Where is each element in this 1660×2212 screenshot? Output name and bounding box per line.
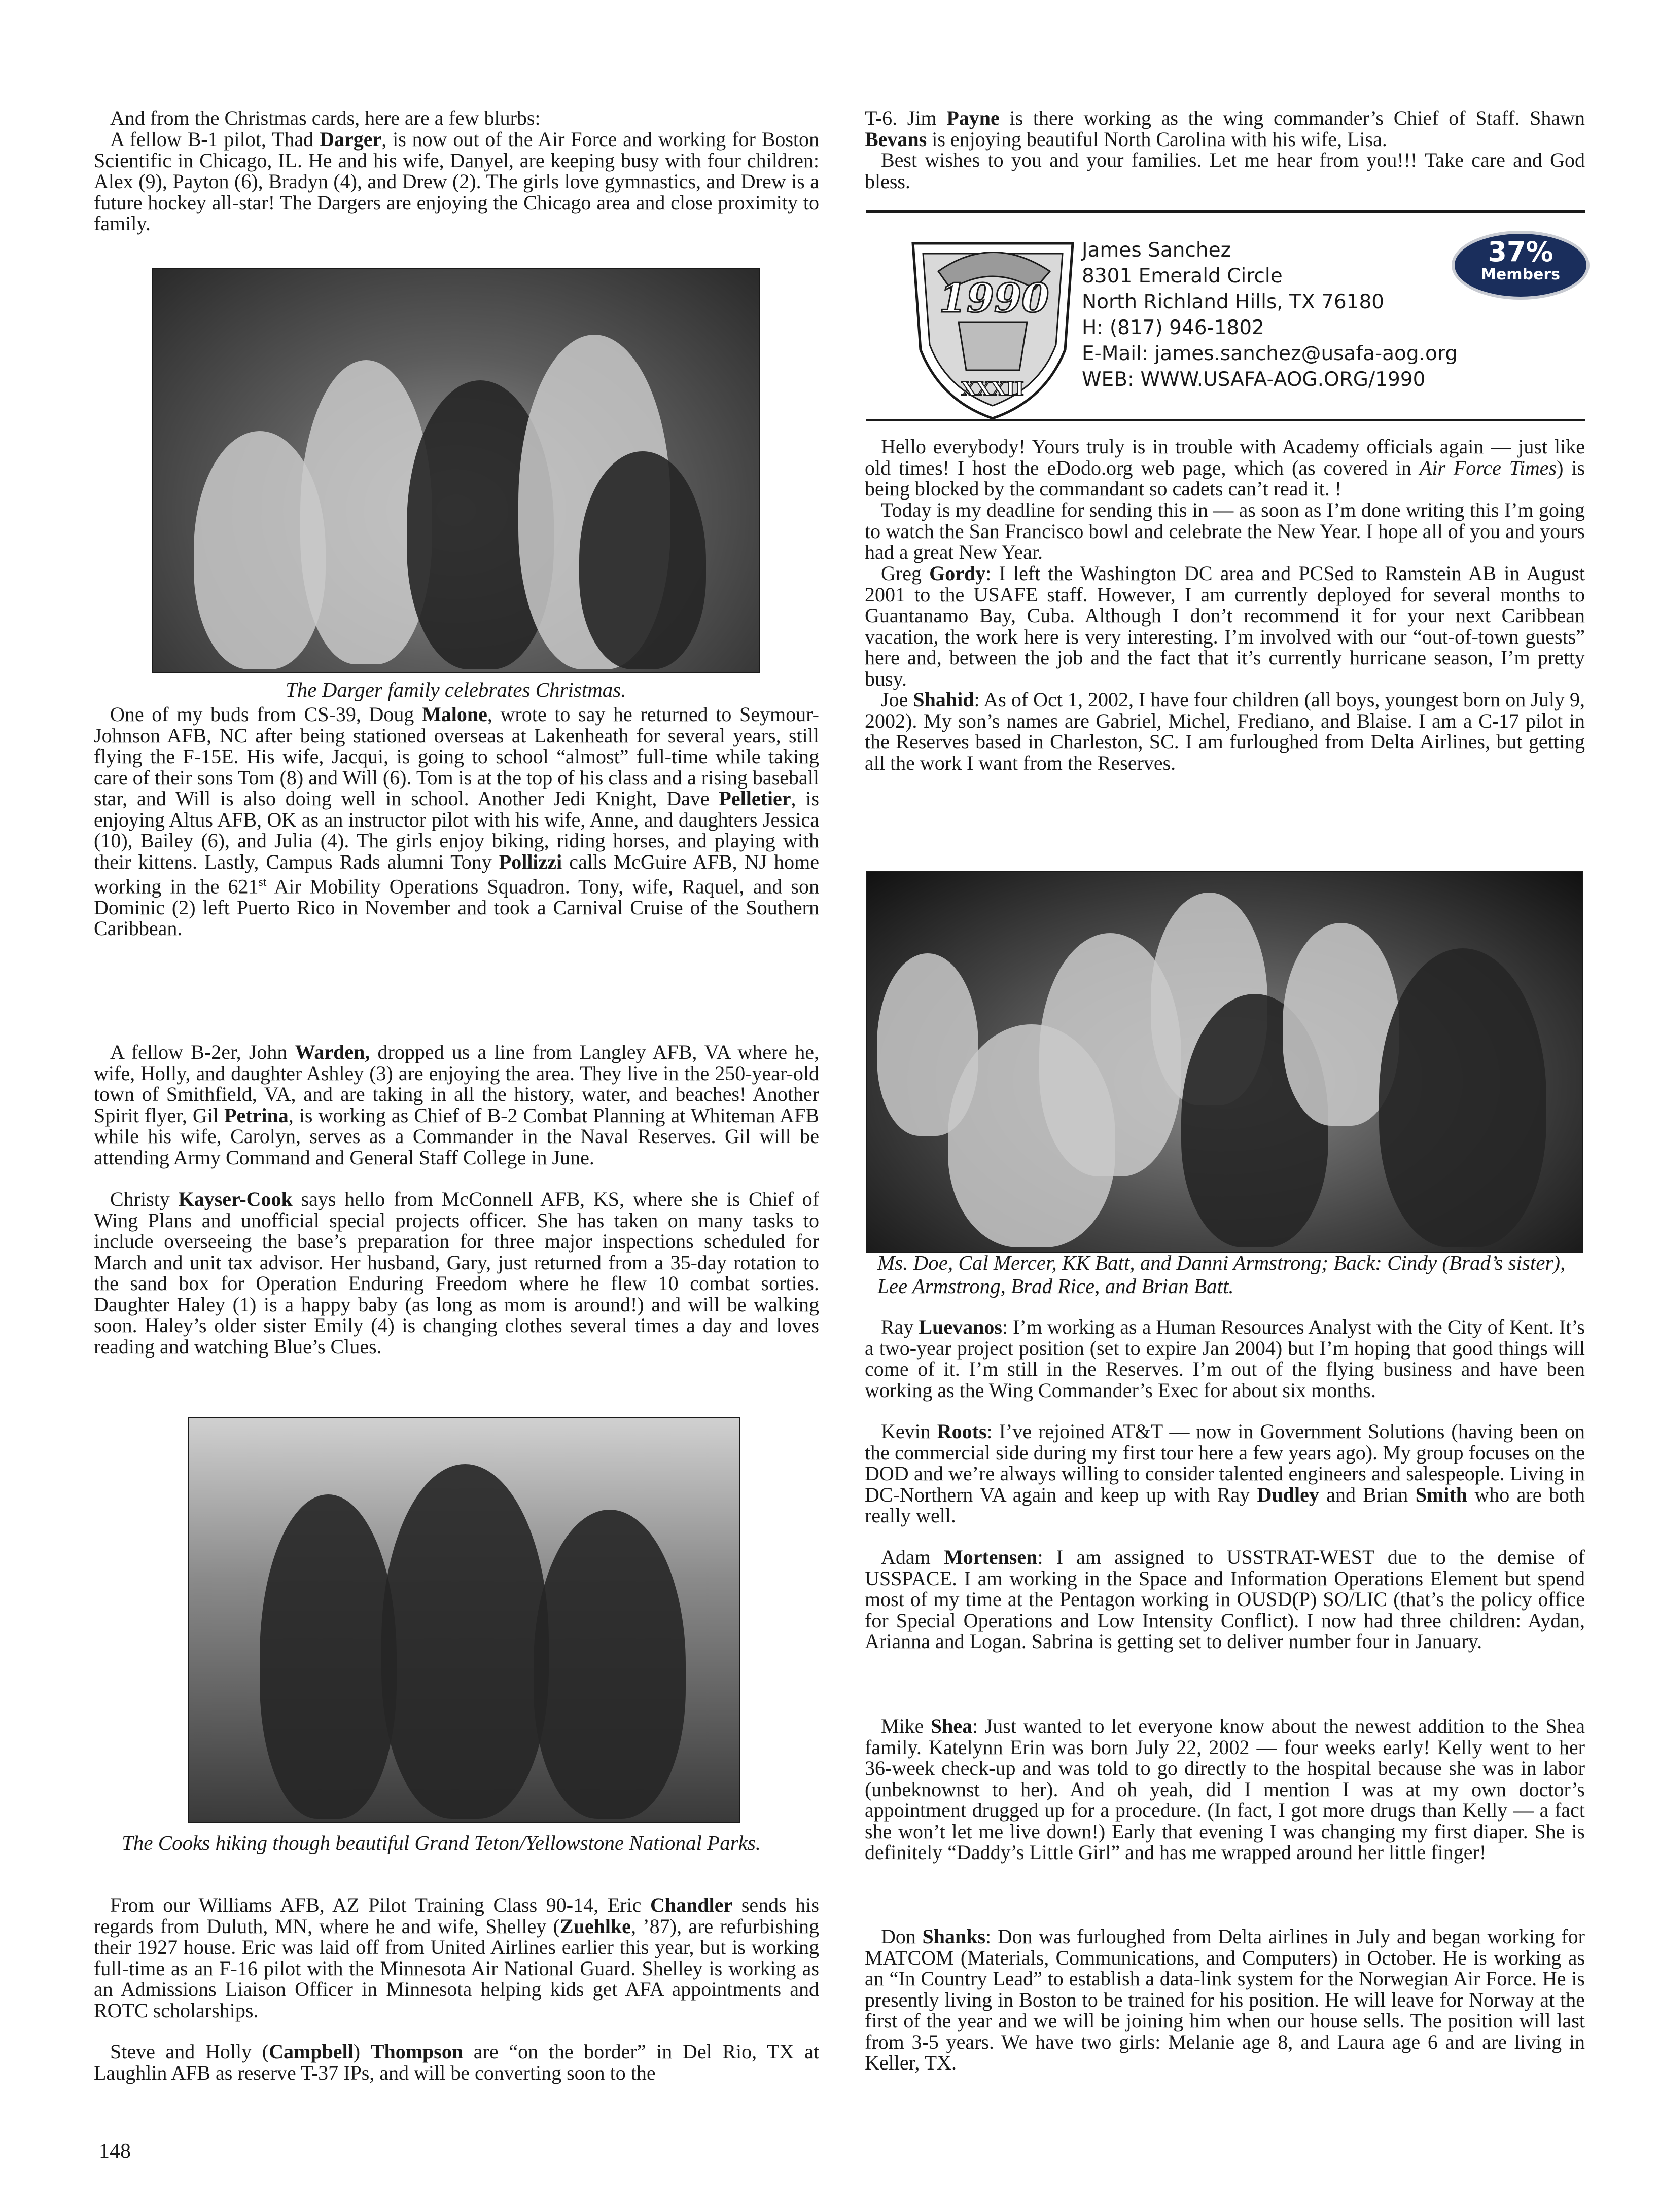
cooks-hiking-photo	[188, 1417, 740, 1823]
right-payne-paragraph: T-6. Jim Payne is there working as the wing commander’s Chief of Staff. Shawn Bevans is enjoying beautiful North Carolina with his wife, Lisa.	[865, 106, 1585, 151]
header-bottom-rule	[866, 419, 1585, 421]
crest-class-numeral: XXXII	[961, 377, 1025, 400]
page-number: 148	[99, 2139, 131, 2163]
left-malone-paragraph: One of my buds from CS-39, Doug Malone, wrote to say he returned to Seymour-Johnson AFB, NC after being stationed overseas at Lakenheath for several years, still flying the F-15E. His wife, Jacqui, is going to school “almost” full-time while taking care of their sons Tom (8) and Will (6). Tom is at the top of his class and a rising baseball star, and Will is also doing well in school. Another Jedi Knight, Dave Pelletier, is enjoying Altus AFB, OK as an instructor pilot with his wife, Anne, and daughters Jessica (10), Bailey (6), and Julia (4). The girls enjoy biking, riding horses, and playing with their kittens. Lastly, Campus Rads alumni Tony Pollizzi calls McGuire AFB, NJ home working in the 621st Air Mobility Operations Squadron. Tony, wife, Raquel, and son Dominic (2) left Puerto Rico in November and took a Carnival Cruise of the Southern Caribbean.	[94, 703, 820, 940]
left-intro: And from the Christmas cards, here are a few blurbs:	[110, 106, 541, 129]
class-secretary-contact	[1082, 237, 1458, 393]
right-gordy-paragraph: Greg Gordy: I left the Washington DC area and PCSed to Ramstein AB in August 2001 to the USAFE staff. However, I am currently deployed for several months to Guantanamo Bay, Cuba. Although I don’t recommend it for your next Caribbean vacation, the work here is very interesting. I’m involved with our “out-of-town guests” here and, between the job and the fact that it’s currently hurricane season, I’m pretty busy.	[865, 562, 1585, 690]
contact-phone: H: (817) 946-1802	[1082, 316, 1264, 339]
group-photo-caption: Ms. Doe, Cal Mercer, KK Batt, and Danni Armstrong; Back: Cindy (Brad’s sister), Lee Armstrong, Brad Rice, and Brian Batt.	[877, 1251, 1566, 1298]
contact-email[interactable]: E-Mail: james.sanchez@usafa-aog.org	[1082, 342, 1458, 365]
right-luevanos-paragraph: Ray Luevanos: I’m working as a Human Resources Analyst with the City of Kent. It’s a two-year project position (set to expire Jan 2004) but I’m hoping that good things will come of it. I’m still in the Reserves. I’m out of the flying business and have been working as the Wing Commander’s Exec for about six months.	[865, 1315, 1585, 1402]
darger-photo-caption: The Darger family celebrates Christmas.	[286, 678, 626, 701]
contact-street: 8301 Emerald Circle	[1082, 265, 1283, 288]
right-shahid-paragraph: Joe Shahid: As of Oct 1, 2002, I have four children (all boys, youngest born on July 9, 2002). My son’s names are Gabriel, Michel, Frediano, and Blaise. I am a C-17 pilot in the Reserves based in Charleston, SC. I am furloughed from Delta Airlines, but getting all the work I want from the Reserves.	[865, 688, 1585, 774]
group-reunion-photo	[866, 871, 1583, 1253]
class-crest-logo	[893, 223, 1093, 423]
left-warden-paragraph: A fellow B-2er, John Warden, dropped us a line from Langley AFB, VA where he, wife, Holly, and daughter Ashley (3) are enjoying the area. They live in the 250-year-old town of Smithfield, VA, and are taking in all the history, water, and beaches! Another Spirit flyer, Gil Petrina, is working as Chief of B-2 Combat Planning at Whiteman AFB while his wife, Carolyn, serves as a Commander in the Naval Reserves. Gil will be attending Army Command and General Staff College in June.	[94, 1041, 819, 1169]
left-kayser-cook-paragraph: Christy Kayser-Cook says hello from McConnell AFB, KS, where she is Chief of Wing Plans and unofficial special projects officer. She has taken on many tasks to include overseeing the base’s preparation for three major inspections scheduled for March and unit tax advisor. Her husband, Gary, just returned from a 35-day rotation to the sand box for Operation Enduring Freedom where he flew 10 combat sorties. Daughter Haley (1) is a happy baby (as long as mom is around!) and will be walking soon. Haley’s older sister Emily (4) is changing clothes several times a day and loves reading and watching Blue’s Clues.	[94, 1188, 819, 1358]
right-shea-paragraph: Mike Shea: Just wanted to let everyone know about the newest addition to the Shea family. Katelynn Erin was born July 22, 2002 — four weeks early! Kelly went to her 36-week check-up and was told to go directly to the hospital because she was in labor (unbeknownst to her). And oh yeah, did I mention I was at my own doctor’s appointment drugged up for a procedure. (In fact, I got more drugs than Kelly — a fact she won’t let me live down!) Early that evening I was changing my first diaper. She is definitely “Daddy’s Little Girl” and has me wrapped around her little finger!	[865, 1715, 1585, 1864]
contact-web[interactable]: WEB: WWW.USAFA-AOG.ORG/1990	[1082, 368, 1426, 391]
header-top-rule	[866, 210, 1585, 213]
right-hello-paragraph: Hello everybody! Yours truly is in trouble with Academy officials again — just like old times! I host the eDodo.org web page, which (as covered in Air Force Times) is being blocked by the commandant so cadets can’t read it. !	[865, 435, 1585, 500]
membership-badge	[1452, 231, 1590, 300]
right-shanks-paragraph: Don Shanks: Don was furloughed from Delta airlines in July and began working for MATCOM (Materials, Communications, and Computers) in October. He is working as an “In Country Lead” to establish a data-link system for the Norwegian Air Force. He is presently living in Boston to be trained for his position. He will leave for Norway at the first of the year and we will be joining him when our house sells. The position will last from 3-5 years. We have two girls: Melanie age 8, and Laura age 6 and are living in Keller, TX.	[865, 1925, 1585, 2074]
right-roots-paragraph: Kevin Roots: I’ve rejoined AT&T — now in Government Solutions (having been on the commercial side during my first tour here a few years ago). My group focuses on the DOD and we’re always willing to consider talented engineers and salespeople. Living in DC-Northern VA again and keep up with Ray Dudley and Brian Smith who are both really well.	[865, 1420, 1585, 1527]
membership-label: Members	[1481, 266, 1560, 283]
right-best-wishes: Best wishes to you and your families. Let me hear from you!!! Take care and God bless.	[865, 149, 1585, 193]
left-chandler-paragraph: From our Williams AFB, AZ Pilot Training Class 90-14, Eric Chandler sends his regards from Duluth, MN, where he and wife, Shelley (Zuehlke, ’87), are refurbishing their 1927 house. Eric was laid off from United Airlines earlier this year, but is working full-time as an F-16 pilot with the Minnesota Air National Guard. Shelley is working as an Admissions Liaison Officer in Minnesota helping kids get AFA appointments and ROTC scholarships.	[94, 1894, 819, 2022]
contact-name: James Sanchez	[1082, 239, 1231, 262]
right-mortensen-paragraph: Adam Mortensen: I am assigned to USSTRAT-WEST due to the demise of USSPACE. I am working in the Space and Information Operations Element but spend most of my time at the Pentagon working in OUSD(P) SO/LIC (that’s the policy office for Special Operations and Low Intensity Conflict). I now had three children: Aydan, Arianna and Logan. Sabrina is getting set to deliver number four in January.	[865, 1546, 1585, 1653]
left-darger-paragraph: A fellow B-1 pilot, Thad Darger, is now out of the Air Force and working for Boston Scientific in Chicago, IL. He and his wife, Danyel, are keeping busy with four children: Alex (9), Payton (6), Bradyn (4), and Drew (2). The girls love gymnastics, and Drew is a future hockey all-star! The Dargers are enjoying the Chicago area and close proximity to family.	[94, 128, 819, 235]
darger-family-photo	[152, 268, 760, 673]
membership-percent: 37%	[1488, 236, 1553, 268]
cooks-photo-caption: The Cooks hiking though beautiful Grand Teton/Yellowstone National Parks.	[122, 1831, 761, 1854]
right-deadline-paragraph: Today is my deadline for sending this in — as soon as I’m done writing this I’m going to watch the San Francisco bowl and celebrate the New Year. I hope all of you and yours had a great New Year.	[865, 498, 1585, 563]
contact-city: North Richland Hills, TX 76180	[1082, 291, 1385, 313]
left-thompson-paragraph: Steve and Holly (Campbell) Thompson are “on the border” in Del Rio, TX at Laughlin AFB as reserve T-37 IPs, and will be converting soon to the	[94, 2040, 819, 2084]
crest-year: 1990	[939, 275, 1049, 322]
